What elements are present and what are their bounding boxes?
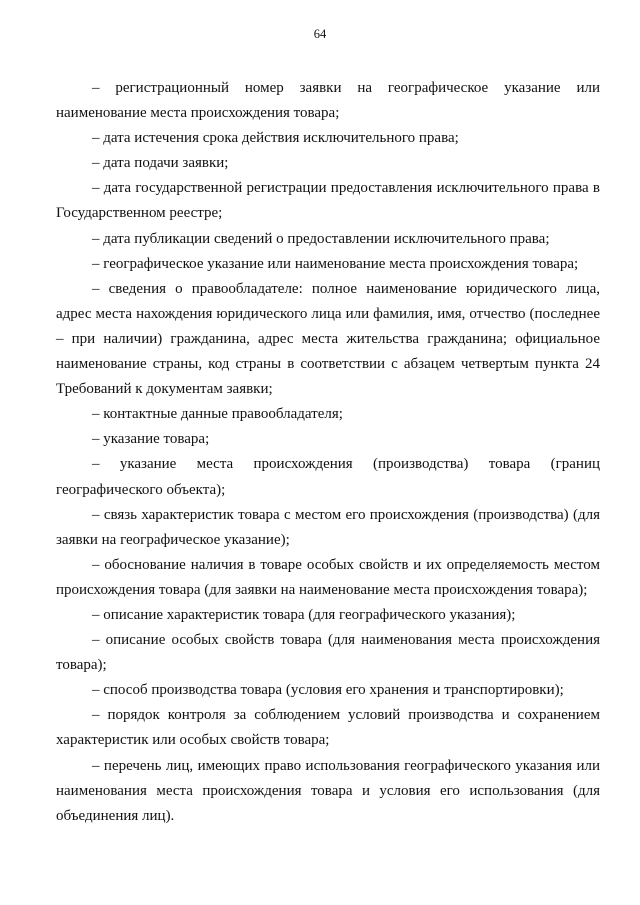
list-item: – указание места происхождения (производства) товара (границ географического объекта);: [56, 456, 600, 498]
list-item: – дата государственной регистрации предоставления исключительного права в Государственном реестре;: [56, 180, 600, 222]
list-item: – порядок контроля за соблюдением условий производства и сохранением характеристик или особых свойств товара;: [56, 707, 600, 749]
list-item: – дата публикации сведений о предоставлении исключительного права;: [92, 230, 550, 247]
list-item: – описание характеристик товара (для географического указания);: [92, 606, 516, 623]
list-item: – регистрационный номер заявки на географическое указание или наименование места происхождения товара;: [56, 80, 600, 122]
list-item: – перечень лиц, имеющих право использования географического указания или наименования места происхождения товара и условия его использования (для объединения лиц).: [56, 757, 600, 824]
list-item: – сведения о правообладателе: полное наименование юридического лица, адрес места нахождения юридического лица или фамилия, имя, отчество (последнее – при наличии) гражданина, адрес места жительства гражданина; официальное наименование страны, код страны в соответствии с абзацем четвертым пункта 24 Требований к документам заявки;: [56, 280, 600, 398]
page-number: 64: [313, 27, 327, 41]
list-item: – контактные данные правообладателя;: [92, 406, 343, 423]
list-item: – указание товара;: [92, 431, 210, 448]
document-body: [56, 76, 600, 829]
list-item: – дата истечения срока действия исключительного права;: [92, 130, 459, 147]
list-item: – географическое указание или наименование места происхождения товара;: [92, 255, 579, 272]
list-item: – связь характеристик товара с местом его происхождения (производства) (для заявки на географическое указание);: [56, 506, 600, 548]
list-item: – способ производства товара (условия его хранения и транспортировки);: [92, 682, 564, 699]
list-item: – обоснование наличия в товаре особых свойств и их определяемость местом происхождения товара (для заявки на наименование места происхождения товара);: [56, 556, 600, 598]
list-item: – дата подачи заявки;: [92, 155, 229, 172]
list-item: – описание особых свойств товара (для наименования места происхождения товара);: [56, 632, 600, 674]
